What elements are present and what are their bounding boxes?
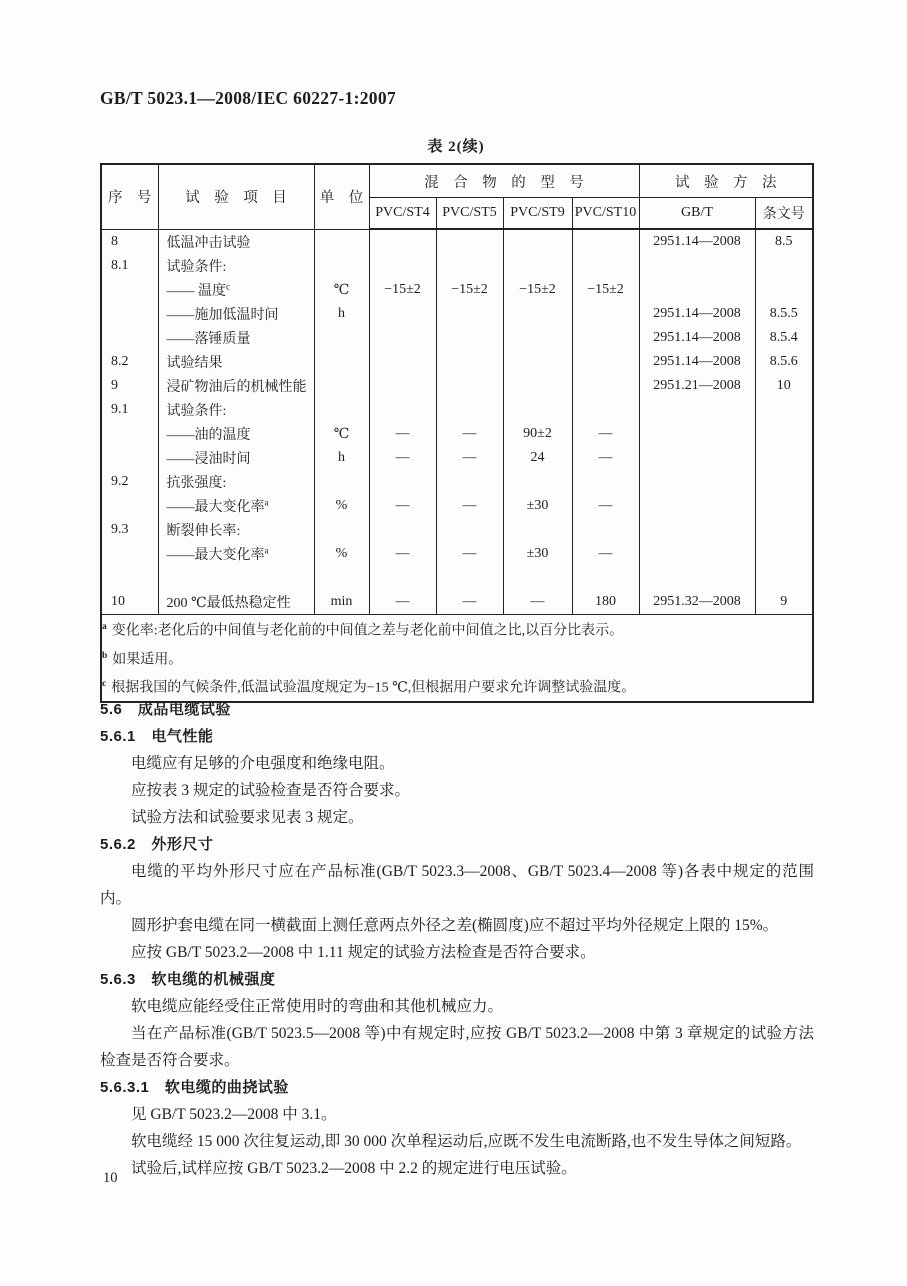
cell-pvc-st9: 24 <box>503 446 572 470</box>
cell-pvc-st9 <box>503 326 572 350</box>
cell-pvc-st10 <box>572 398 639 422</box>
cell-test-item: ——最大变化率$^a$ <box>158 494 314 518</box>
paragraph: 电缆的平均外形尺寸应在产品标准(GB/T 5023.3—2008、GB/T 5023.4—2008 等)各表中规定的范围内。 <box>100 863 814 907</box>
cell-clause-no: 8.5.4 <box>755 326 813 350</box>
cell-pvc-st5 <box>436 518 503 542</box>
cell-pvc-st10 <box>572 518 639 542</box>
cell-unit: % <box>314 542 369 566</box>
cell-pvc-st9: ±30 <box>503 494 572 518</box>
cell-pvc-st10 <box>572 254 639 278</box>
footnote-marker: a <box>102 622 107 632</box>
table-row <box>101 254 813 278</box>
cell-test-item: 200 ℃最低热稳定性 <box>158 590 314 615</box>
cell-pvc-st4 <box>369 350 436 374</box>
cell-clause-no: 8.5.5 <box>755 302 813 326</box>
cell-pvc-st10 <box>572 302 639 326</box>
table-footnote <box>102 644 812 673</box>
cell-unit <box>314 566 369 590</box>
column-header-pvc-st4: PVC/ST4 <box>369 198 436 230</box>
table-row <box>101 350 813 374</box>
cell-pvc-st4 <box>369 470 436 494</box>
cell-test-item: ——油的温度 <box>158 422 314 446</box>
cell-pvc-st9 <box>503 566 572 590</box>
cell-pvc-st5 <box>436 470 503 494</box>
cell-pvc-st4: — <box>369 422 436 446</box>
cell-unit: ℃ <box>314 422 369 446</box>
cell-clause-no <box>755 542 813 566</box>
column-header-pvc-st5: PVC/ST5 <box>436 198 503 230</box>
footnote-marker: c <box>102 679 107 690</box>
cell-pvc-st10: −15±2 <box>572 278 639 302</box>
cell-pvc-st5 <box>436 566 503 590</box>
cell-pvc-st4 <box>369 374 436 398</box>
footnote-reference: a <box>264 497 269 508</box>
cell-test-item: 抗张强度: <box>158 470 314 494</box>
cell-clause-no: 8.5 <box>755 229 813 254</box>
table-row <box>101 590 813 615</box>
cell-serial-no: 10 <box>101 590 158 615</box>
cell-unit: h <box>314 302 369 326</box>
cell-gbt-standard <box>639 566 755 590</box>
table-row <box>101 326 813 350</box>
cell-clause-no <box>755 518 813 542</box>
paragraph: 当在产品标准(GB/T 5023.5—2008 等)中有规定时,应按 GB/T 5023.2—2008 中第 3 章规定的试验方法检查是否符合要求。 <box>100 1025 814 1069</box>
paragraph: 应按 GB/T 5023.2—2008 中 1.11 规定的试验方法检查是否符合要求。 <box>131 944 596 961</box>
cell-test-item: ——浸油时间 <box>158 446 314 470</box>
cell-serial-no <box>101 542 158 566</box>
cell-pvc-st4 <box>369 254 436 278</box>
paragraph: 软电缆应能经受住正常使用时的弯曲和其他机械应力。 <box>131 998 504 1015</box>
cell-gbt-standard: 2951.14—2008 <box>639 302 755 326</box>
table-row <box>101 542 813 566</box>
cell-serial-no <box>101 494 158 518</box>
cell-test-item: 试验结果 <box>158 350 314 374</box>
cell-serial-no <box>101 446 158 470</box>
cell-pvc-st5: — <box>436 422 503 446</box>
cell-pvc-st9 <box>503 470 572 494</box>
column-header-pvc-st9: PVC/ST9 <box>503 198 572 230</box>
cell-unit: % <box>314 494 369 518</box>
cell-unit <box>314 229 369 254</box>
cell-test-item: 试验条件: <box>158 254 314 278</box>
cell-pvc-st9 <box>503 254 572 278</box>
cell-clause-no: 8.5.6 <box>755 350 813 374</box>
table-row <box>101 422 813 446</box>
cell-pvc-st5: — <box>436 590 503 615</box>
cell-clause-no <box>755 566 813 590</box>
cell-serial-no <box>101 278 158 302</box>
cell-clause-no <box>755 278 813 302</box>
section-heading-5-6: 5.6 成品电缆试验 <box>100 701 231 718</box>
cell-serial-no: 9 <box>101 374 158 398</box>
cell-unit: h <box>314 446 369 470</box>
cell-pvc-st4 <box>369 302 436 326</box>
cell-pvc-st9 <box>503 302 572 326</box>
cell-gbt-standard <box>639 542 755 566</box>
cell-gbt-standard <box>639 494 755 518</box>
cell-unit: ℃ <box>314 278 369 302</box>
cell-pvc-st4: — <box>369 446 436 470</box>
table-row <box>101 374 813 398</box>
cell-pvc-st5 <box>436 374 503 398</box>
section-heading-5-6-2: 5.6.2 外形尺寸 <box>100 836 214 853</box>
table-row <box>101 446 813 470</box>
cell-unit <box>314 254 369 278</box>
cell-gbt-standard <box>639 470 755 494</box>
page-number: 10 <box>103 1170 118 1186</box>
cell-pvc-st9: — <box>503 590 572 615</box>
cell-pvc-st5 <box>436 254 503 278</box>
cell-gbt-standard <box>639 278 755 302</box>
cell-test-item: 断裂伸长率: <box>158 518 314 542</box>
section-heading-5-6-3: 5.6.3 软电缆的机械强度 <box>100 971 276 988</box>
cell-pvc-st10 <box>572 350 639 374</box>
cell-unit <box>314 350 369 374</box>
cell-pvc-st10: 180 <box>572 590 639 615</box>
cell-clause-no <box>755 470 813 494</box>
section-heading-5-6-1: 5.6.1 电气性能 <box>100 728 214 745</box>
cell-pvc-st10 <box>572 566 639 590</box>
cell-unit <box>314 518 369 542</box>
cell-pvc-st10: — <box>572 422 639 446</box>
cell-test-item: 试验条件: <box>158 398 314 422</box>
footnote-marker: b <box>102 650 108 661</box>
cell-test-item: 低温冲击试验 <box>158 229 314 254</box>
cell-serial-no: 8.1 <box>101 254 158 278</box>
cell-pvc-st10: — <box>572 446 639 470</box>
cell-serial-no <box>101 422 158 446</box>
table-header <box>101 164 813 229</box>
paragraph: 软电缆经 15 000 次往复运动,即 30 000 次单程运动后,应既不发生电流断路,也不发生导体之间短路。 <box>131 1133 802 1150</box>
cell-pvc-st9 <box>503 374 572 398</box>
cell-gbt-standard: 2951.21—2008 <box>639 374 755 398</box>
cell-unit <box>314 374 369 398</box>
column-header-unit: 单 位 <box>314 164 369 229</box>
cell-pvc-st4: — <box>369 590 436 615</box>
cell-gbt-standard <box>639 398 755 422</box>
table-row <box>101 302 813 326</box>
paragraph: 圆形护套电缆在同一横截面上测任意两点外径之差(椭圆度)应不超过平均外径规定上限的 15%。 <box>131 917 779 934</box>
cell-pvc-st5: — <box>436 446 503 470</box>
cell-clause-no: 9 <box>755 590 813 615</box>
footnote-text: 变化率:老化后的中间值与老化前的中间值之差与老化前中间值之比,以百分比表示。 <box>111 623 624 639</box>
section-heading-5-6-3-1: 5.6.3.1 软电缆的曲挠试验 <box>100 1079 289 1096</box>
cell-pvc-st4 <box>369 518 436 542</box>
cell-gbt-standard <box>639 422 755 446</box>
cell-test-item: ——施加低温时间 <box>158 302 314 326</box>
cell-test-item: 浸矿物油后的机械性能 <box>158 374 314 398</box>
cell-pvc-st10 <box>572 229 639 254</box>
cell-clause-no <box>755 446 813 470</box>
cell-pvc-st10 <box>572 374 639 398</box>
column-group-test-method: 试 验 方 法 <box>639 164 813 198</box>
cell-gbt-standard: 2951.14—2008 <box>639 350 755 374</box>
cell-unit <box>314 398 369 422</box>
cell-serial-no: 8.2 <box>101 350 158 374</box>
cell-test-item: —— 温度$^c$ <box>158 278 314 302</box>
cell-gbt-standard <box>639 518 755 542</box>
cell-pvc-st5: −15±2 <box>436 278 503 302</box>
cell-pvc-st5: — <box>436 494 503 518</box>
cell-pvc-st10: — <box>572 494 639 518</box>
paragraph: 试验后,试样应按 GB/T 5023.2—2008 中 2.2 的规定进行电压试验。 <box>131 1160 577 1177</box>
cell-test-item: ——最大变化率$^a$ <box>158 542 314 566</box>
cell-clause-no <box>755 398 813 422</box>
cell-pvc-st9: ±30 <box>503 542 572 566</box>
column-header-gbt: GB/T <box>639 198 755 230</box>
table-row <box>101 494 813 518</box>
footnote-text: 根据我国的气候条件,低温试验温度规定为−15 ℃,但根据用户要求允许调整试验温度。 <box>111 680 636 696</box>
table-row <box>101 470 813 494</box>
table-body <box>101 229 813 615</box>
footnote-reference: c <box>226 281 230 292</box>
column-header-serial-no: 序 号 <box>101 164 158 229</box>
cell-serial-no: 8 <box>101 229 158 254</box>
cell-clause-no <box>755 422 813 446</box>
cell-unit: min <box>314 590 369 615</box>
cell-unit <box>314 326 369 350</box>
table-footnotes <box>101 615 813 702</box>
cell-pvc-st4 <box>369 398 436 422</box>
cell-clause-no <box>755 254 813 278</box>
cell-pvc-st4 <box>369 326 436 350</box>
footnote-reference: a <box>264 545 269 556</box>
cell-gbt-standard: 2951.14—2008 <box>639 229 755 254</box>
cell-pvc-st4: — <box>369 494 436 518</box>
cell-unit <box>314 470 369 494</box>
cell-test-item <box>158 566 314 590</box>
cell-pvc-st9 <box>503 350 572 374</box>
cell-serial-no <box>101 302 158 326</box>
cell-serial-no <box>101 326 158 350</box>
paragraph: 见 GB/T 5023.2—2008 中 3.1。 <box>131 1106 337 1123</box>
table-row <box>101 518 813 542</box>
cell-pvc-st9 <box>503 229 572 254</box>
document-standard-number: GB/T 5023.1—2008/IEC 60227-1:2007 <box>100 88 396 108</box>
cell-gbt-standard: 2951.14—2008 <box>639 326 755 350</box>
cell-pvc-st5 <box>436 350 503 374</box>
table-row <box>101 566 813 590</box>
cell-pvc-st4 <box>369 566 436 590</box>
cell-pvc-st4 <box>369 229 436 254</box>
cell-pvc-st4: −15±2 <box>369 278 436 302</box>
cell-serial-no: 9.2 <box>101 470 158 494</box>
cell-pvc-st5 <box>436 229 503 254</box>
column-header-pvc-st10: PVC/ST10 <box>572 198 639 230</box>
cell-pvc-st10 <box>572 326 639 350</box>
cell-pvc-st9 <box>503 518 572 542</box>
cell-test-item: ——落锤质量 <box>158 326 314 350</box>
column-header-test-item: 试 验 项 目 <box>158 164 314 229</box>
column-group-mixture-type: 混 合 物 的 型 号 <box>369 164 639 198</box>
cell-pvc-st5 <box>436 302 503 326</box>
cell-pvc-st9: 90±2 <box>503 422 572 446</box>
cell-clause-no <box>755 494 813 518</box>
cell-pvc-st5 <box>436 326 503 350</box>
cell-pvc-st5: — <box>436 542 503 566</box>
test-requirements-table <box>100 163 814 703</box>
cell-pvc-st9 <box>503 398 572 422</box>
cell-clause-no: 10 <box>755 374 813 398</box>
column-header-clause: 条文号 <box>755 198 813 230</box>
cell-pvc-st9: −15±2 <box>503 278 572 302</box>
footnote-text: 如果适用。 <box>112 652 183 668</box>
body-text <box>100 696 814 1182</box>
cell-serial-no: 9.3 <box>101 518 158 542</box>
table-row <box>101 229 813 254</box>
cell-gbt-standard <box>639 446 755 470</box>
paragraph: 应按表 3 规定的试验检查是否符合要求。 <box>131 782 411 799</box>
table-footnote <box>102 615 812 644</box>
cell-pvc-st4: — <box>369 542 436 566</box>
paragraph: 试验方法和试验要求见表 3 规定。 <box>131 809 364 826</box>
cell-pvc-st10 <box>572 470 639 494</box>
cell-gbt-standard <box>639 254 755 278</box>
table-row <box>101 398 813 422</box>
cell-serial-no: 9.1 <box>101 398 158 422</box>
cell-gbt-standard: 2951.32—2008 <box>639 590 755 615</box>
paragraph: 电缆应有足够的介电强度和绝缘电阻。 <box>131 755 395 772</box>
table-row <box>101 278 813 302</box>
cell-serial-no <box>101 566 158 590</box>
cell-pvc-st5 <box>436 398 503 422</box>
cell-pvc-st10: — <box>572 542 639 566</box>
table-caption: 表 2(续) <box>427 139 485 155</box>
